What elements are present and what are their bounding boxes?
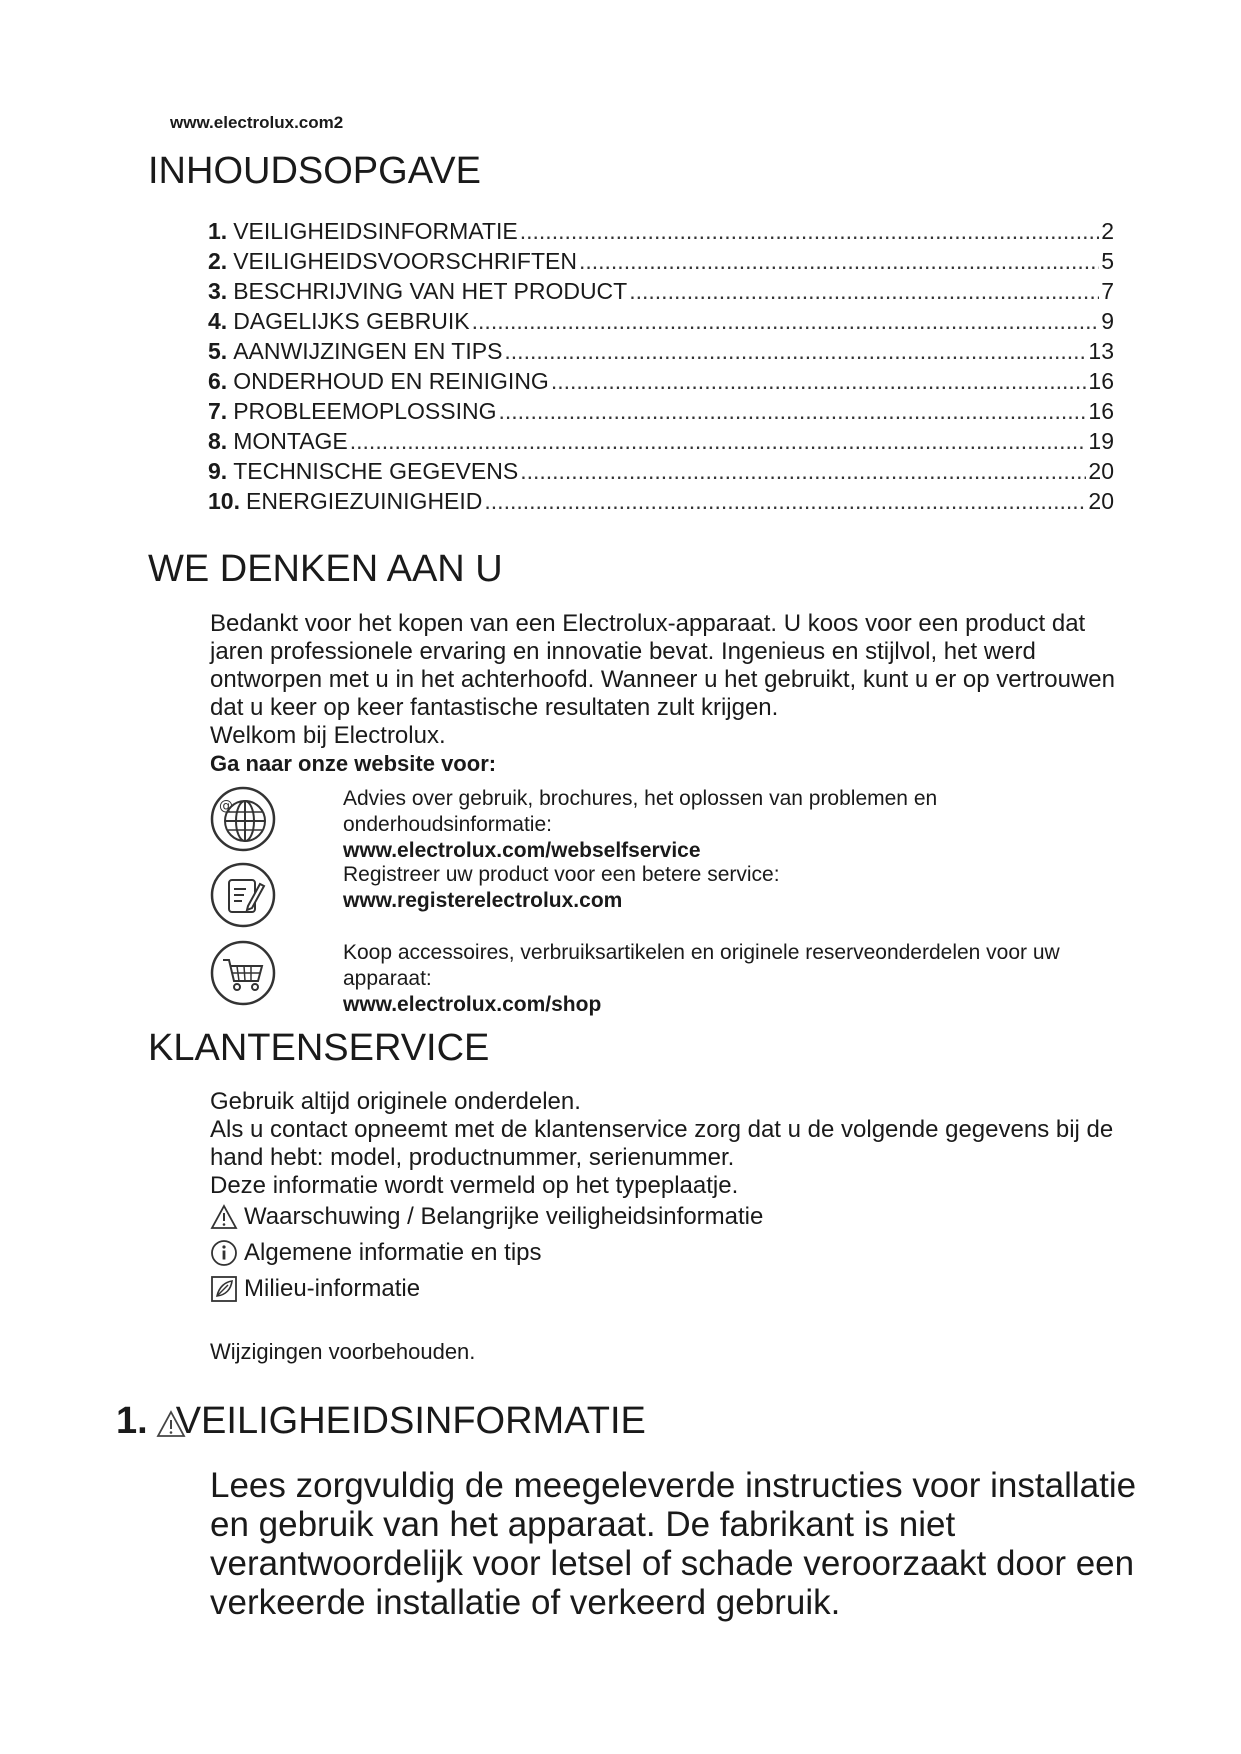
toc-title: INHOUDSOPGAVE [148,150,481,192]
legend-label: Milieu-informatie [244,1275,421,1302]
toc-num: 6. [208,368,228,394]
info-icon [210,1239,238,1267]
toc-page: 9 [1101,308,1114,334]
toc-num: 2. [208,248,228,274]
toc-num: 8. [208,428,228,454]
header-url: www.electrolux.com2 [170,113,344,132]
changes-notice: Wijzigingen voorbehouden. [210,1339,476,1364]
service-text: Registreer uw product voor een betere service: [343,863,780,886]
customer-service-body [210,1088,1130,1200]
toc-label: DAGELIJKS GEBRUIK [233,308,470,334]
toc-leader [629,276,1099,306]
welcome-text: Welkom bij Electrolux. [210,722,446,749]
website-heading: Ga naar onze website voor: [210,751,497,776]
toc-num: 5. [208,338,228,364]
cs-line-2: Als u contact opneemt met de klantenservice zorg dat u de volgende gegevens bij de hand hebt: model, productnummer, serienummer. [210,1116,1114,1171]
toc-page: 7 [1101,278,1114,304]
toc-page: 19 [1088,428,1114,454]
toc-leader [484,486,1086,516]
toc-leader [520,216,1099,246]
legend-label: Waarschuwing / Belangrijke veiligheidsinformatie [244,1203,764,1230]
legend-warning [210,1202,763,1232]
toc-leader [551,366,1087,396]
thinking-body [210,610,1130,778]
toc-item-2[interactable] [208,246,1114,276]
cart-icon [210,940,276,1006]
warning-icon [210,1204,238,1230]
toc-label: VEILIGHEIDSINFORMATIE [233,218,518,244]
toc-num: 1. [208,218,228,244]
toc-num: 4. [208,308,228,334]
toc-page: 2 [1101,218,1114,244]
section-title: VEILIGHEIDSINFORMATIE [175,1400,646,1442]
shop-link[interactable]: www.electrolux.com/shop [343,993,602,1016]
toc-page: 5 [1101,248,1114,274]
toc-leader [499,396,1087,426]
toc-num: 3. [208,278,228,304]
service-text: Koop accessoires, verbruiksartikelen en originele reserveonderdelen voor uw apparaat: [343,941,1060,990]
section-title-thinking: WE DENKEN AAN U [148,548,503,590]
toc-item-8[interactable] [208,426,1114,456]
section-1-heading [116,1400,646,1443]
toc-item-3[interactable] [208,276,1114,306]
section-title-wrap [158,1400,646,1443]
thanks-paragraph: Bedankt voor het kopen van een Electrolux-apparaat. U koos voor een product dat jaren professionele ervaring en innovatie bevat. Ingenieus en stijlvol, het werd ontworpen met u in het achterhoofd. Wanneer u het gebruikt, kunt u er op vertrouwen dat u keer op keer fantastische resultaten zult krijgen. [210,610,1115,721]
toc-num: 7. [208,398,228,424]
toc-label: ENERGIEZUINIGHEID [245,488,483,514]
section-number: 1. [116,1400,148,1442]
toc-label: BESCHRIJVING VAN HET PRODUCT [233,278,628,304]
toc-item-1[interactable] [208,216,1114,246]
toc-item-6[interactable] [208,366,1114,396]
section-title-customer-service: KLANTENSERVICE [148,1027,490,1069]
register-icon [210,862,276,928]
toc-label: VEILIGHEIDSVOORSCHRIFTEN [233,248,577,274]
toc-leader [579,246,1099,276]
legend-info [210,1238,542,1268]
legend-environment [210,1274,420,1304]
cs-line-3: Deze informatie wordt vermeld op het typeplaatje. [210,1172,739,1199]
register-link[interactable]: www.registerelectrolux.com [343,889,623,912]
toc-num: 10. [208,488,240,514]
toc-page: 16 [1088,368,1114,394]
toc-page: 20 [1088,458,1114,484]
webselfservice-link[interactable]: www.electrolux.com/webselfservice [343,839,701,862]
warning-icon [156,1410,186,1438]
toc-item-10[interactable] [208,486,1114,516]
toc-label: PROBLEEMOPLOSSING [233,398,497,424]
toc-label: AANWIJZINGEN EN TIPS [233,338,503,364]
cs-line-1: Gebruik altijd originele onderdelen. [210,1088,581,1115]
toc-item-7[interactable] [208,396,1114,426]
environment-icon [210,1275,238,1303]
toc-page: 13 [1088,338,1114,364]
table-of-contents [208,216,1114,516]
legend-label: Algemene informatie en tips [244,1239,542,1266]
toc-page: 20 [1088,488,1114,514]
globe-icon [210,786,276,852]
toc-item-4[interactable] [208,306,1114,336]
toc-leader [520,456,1086,486]
toc-leader [504,336,1086,366]
toc-page: 16 [1088,398,1114,424]
svg-text:@: @ [219,798,233,814]
toc-num: 9. [208,458,228,484]
toc-label: TECHNISCHE GEGEVENS [233,458,519,484]
toc-label: ONDERHOUD EN REINIGING [233,368,549,394]
toc-item-5[interactable] [208,336,1114,366]
service-text: Advies over gebruik, brochures, het oplossen van problemen en onderhoudsinformatie: [343,787,938,836]
toc-leader [472,306,1100,336]
section-1-body: Lees zorgvuldig de meegeleverde instructies voor installatie en gebruik van het apparaat. De fabrikant is niet verantwoordelijk voor letsel of schade veroorzaakt door een verkeerde installatie of verkeerd gebruik. [210,1466,1137,1622]
toc-label: MONTAGE [233,428,348,454]
toc-item-9[interactable] [208,456,1114,486]
toc-leader [350,426,1087,456]
